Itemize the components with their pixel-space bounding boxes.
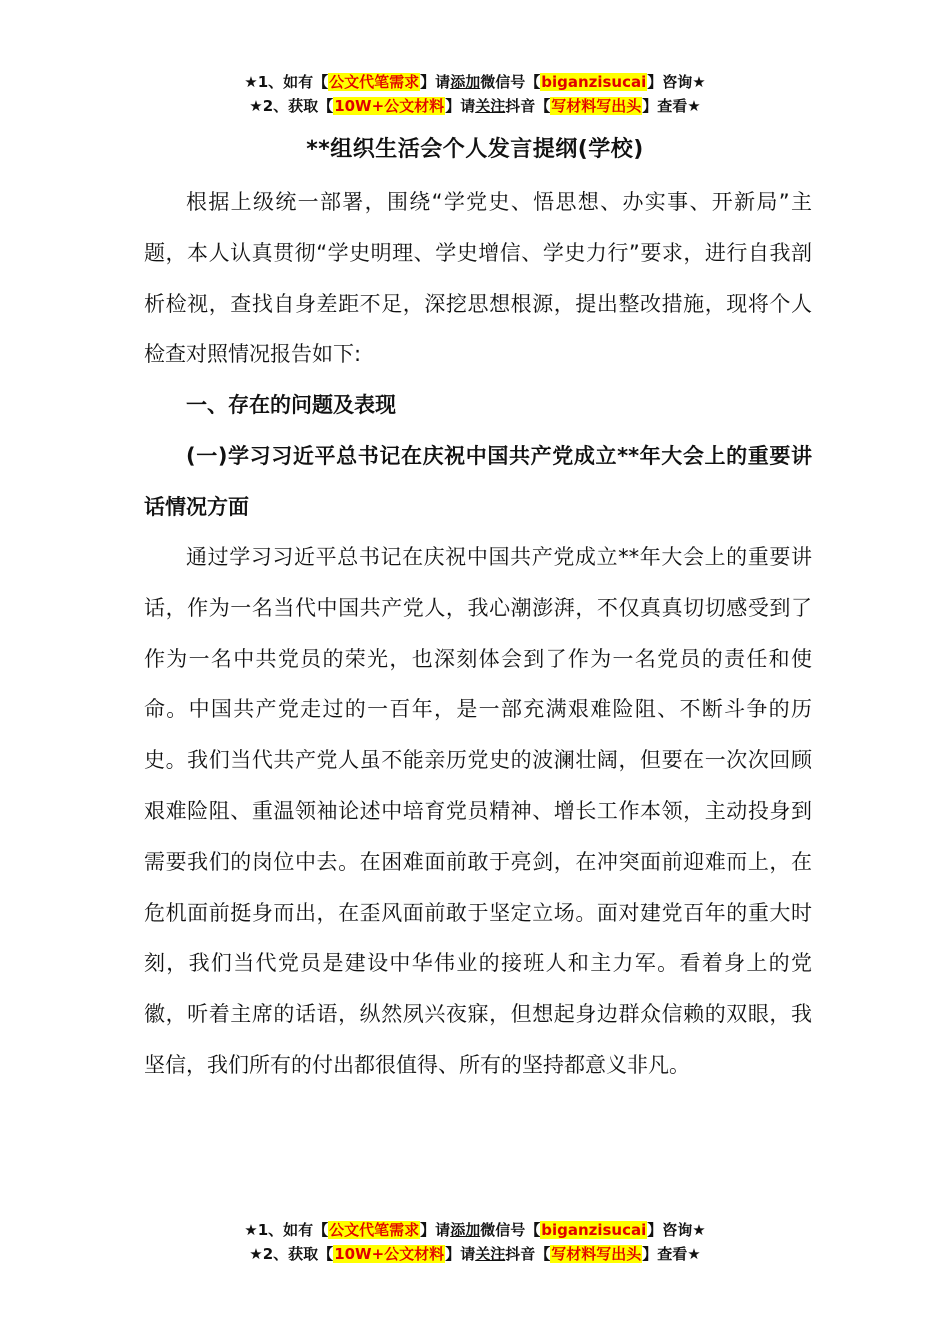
promo-banner-bottom <box>0 1218 950 1266</box>
subsection-1 <box>144 431 812 533</box>
promo-banner-top <box>0 70 950 118</box>
promo-text: 】请 <box>420 1221 451 1239</box>
promo-text: ★1、如有【 <box>244 1221 329 1239</box>
promo-text: ★1、如有【 <box>244 73 329 91</box>
promo-line-1 <box>0 70 950 94</box>
intro-section <box>144 177 812 380</box>
promo-text: 抖音【 <box>505 97 551 115</box>
promo-text: 】请 <box>445 1245 476 1263</box>
subsection-heading: (一)学习习近平总书记在庆祝中国共产党成立**年大会上的重要讲话情况方面 <box>144 444 812 519</box>
highlight-service: 公文代笔需求 <box>329 73 420 91</box>
promo-text: 微信号【 <box>480 1221 541 1239</box>
promo-line-2 <box>0 1242 950 1266</box>
promo-text: 微信号【 <box>480 73 541 91</box>
section-1 <box>144 380 812 431</box>
promo-underlined: 关注 <box>475 97 506 115</box>
promo-underlined: 关注 <box>475 1245 506 1263</box>
promo-underlined: 添加 <box>450 1221 481 1239</box>
promo-text: 】查看★ <box>642 97 701 115</box>
promo-line-1 <box>0 1218 950 1242</box>
subsection-1-body <box>144 532 812 1091</box>
highlight-douyin: 写材料写出头 <box>551 1245 642 1263</box>
highlight-douyin: 写材料写出头 <box>551 97 642 115</box>
highlight-wechat-id: biganzisucai <box>541 73 647 91</box>
section-heading: 一、存在的问题及表现 <box>186 393 396 417</box>
promo-text: ★2、获取【 <box>249 1245 334 1263</box>
promo-text: 】咨询★ <box>647 73 706 91</box>
promo-text: 】咨询★ <box>647 1221 706 1239</box>
promo-text: 】查看★ <box>642 1245 701 1263</box>
body-paragraph: 通过学习习近平总书记在庆祝中国共产党成立**年大会上的重要讲话，作为一名当代中国共产党人，我心潮澎湃，不仅真真切切感受到了作为一名中共党员的荣光，也深刻体会到了作为一名党员的责任和使命。中国共产党走过的一百年，是一部充满艰难险阻、不断斗争的历史。我们当代共产党人虽不能亲历党史的波澜壮阔，但要在一次次回顾艰难险阻、重温领袖论述中培育党员精神、增长工作本领，主动投身到需要我们的岗位中去。在困难面前敢于亮剑，在冲突面前迎难而上，在危机面前挺身而出，在歪风面前敢于坚定立场。面对建党百年的重大时刻，我们当代党员是建设中华伟业的接班人和主力军。看着身上的党徽，听着主席的话语，纵然夙兴夜寐，但想起身边群众信赖的双眼，我坚信，我们所有的付出都很值得、所有的坚持都意义非凡。 <box>144 545 812 1077</box>
document-title: **组织生活会个人发言提纲(学校) <box>306 137 644 162</box>
promo-text: 抖音【 <box>505 1245 551 1263</box>
intro-paragraph: 根据上级统一部署，围绕“学党史、悟思想、办实事、开新局”主题，本人认真贯彻“学史明理、学史增信、学史力行”要求，进行自我剖析检视，查找自身差距不足，深挖思想根源，提出整改措施，现将个人检查对照情况报告如下: <box>144 190 812 367</box>
promo-line-2 <box>0 94 950 118</box>
highlight-materials: 10W+公文材料 <box>334 97 445 115</box>
promo-text: 】请 <box>445 97 476 115</box>
highlight-wechat-id: biganzisucai <box>541 1221 647 1239</box>
highlight-service: 公文代笔需求 <box>329 1221 420 1239</box>
promo-underlined: 添加 <box>450 73 481 91</box>
promo-text: 】请 <box>420 73 451 91</box>
highlight-materials: 10W+公文材料 <box>334 1245 445 1263</box>
promo-text: ★2、获取【 <box>249 97 334 115</box>
